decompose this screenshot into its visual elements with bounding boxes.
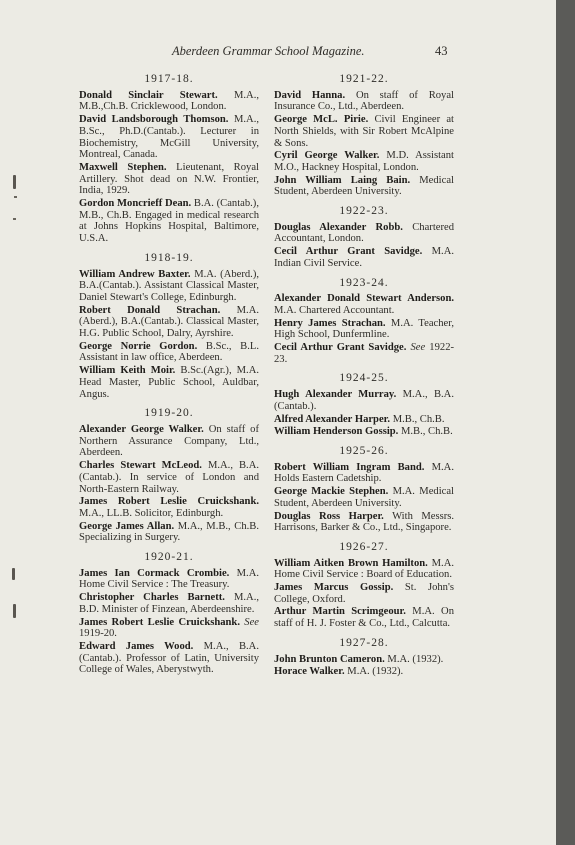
margin-mark xyxy=(13,175,16,189)
alumni-details: M.A. On staff of H. J. Foster & Co., Ltd., Calcutta. xyxy=(274,606,454,630)
alumni-details: M.A. Home Civil Service : Board of Education. xyxy=(274,557,455,581)
alumni-name: James Robert Leslie Cruickshank. xyxy=(79,496,259,508)
alumni-details: M.A., B.A.(Cantab.). xyxy=(274,389,454,412)
alumni-details: M.B., Ch.B. xyxy=(392,413,445,425)
alumni-name: Cecil Arthur Grant Savidge. xyxy=(274,342,407,354)
alumni-details: Medical Student, Aberdeen University. xyxy=(274,174,454,198)
alumni-name: James Ian Cormack Crombie. xyxy=(79,567,230,579)
alumni-entry xyxy=(274,462,454,485)
margin-mark xyxy=(12,568,15,580)
alumni-name: Cyril George Walker. xyxy=(274,150,380,162)
alumni-entry xyxy=(274,114,454,149)
alumni-details: M.A. Indian Civil Service. xyxy=(274,246,454,269)
alumni-details: M.A. Home Civil Service : The Treasury. xyxy=(79,567,259,591)
alumni-details: M.A., B.Sc., Ph.D.(Cantab.). Lecturer in Biochemistry, McGill University, Montreal, Canada. xyxy=(79,114,259,161)
alumni-details: M.A. (1932). xyxy=(347,666,404,678)
alumni-entry xyxy=(79,114,259,161)
alumni-entry xyxy=(79,641,259,676)
alumni-entry xyxy=(274,606,454,629)
alumni-entry xyxy=(274,293,454,316)
alumni-name: Cecil Arthur Grant Savidge. xyxy=(274,246,423,258)
year-heading: 1926-27. xyxy=(339,540,389,553)
alumni-name: James Marcus Gossip. xyxy=(274,582,394,594)
alumni-entry xyxy=(274,246,454,269)
alumni-entry xyxy=(79,198,259,245)
alumni-name: William Andrew Baxter. xyxy=(79,268,191,280)
year-heading: 1924-25. xyxy=(339,372,389,385)
see-reference: See xyxy=(410,342,426,354)
alumni-entry xyxy=(274,150,454,173)
alumni-entry xyxy=(79,496,259,519)
alumni-entry xyxy=(274,582,454,605)
alumni-name: Douglas Alexander Robb. xyxy=(274,221,403,233)
year-heading: 1921-22. xyxy=(339,73,389,85)
year-heading: 1922-23. xyxy=(339,205,389,218)
margin-mark xyxy=(13,604,16,618)
alumni-details: St. John's College, Oxford. xyxy=(274,582,454,605)
alumni-name: Robert Donald Strachan. xyxy=(79,304,221,316)
alumni-entry xyxy=(79,568,259,591)
alumni-details: On staff of Royal Insurance Co., Ltd., Aberdeen. xyxy=(274,89,455,113)
alumni-entry xyxy=(79,460,259,495)
alumni-entry xyxy=(274,654,454,666)
year-heading: 1920-21. xyxy=(144,551,194,564)
alumni-name: George McL. Pirie. xyxy=(274,114,369,126)
year-heading: 1918-19. xyxy=(144,251,194,264)
alumni-name: George Norrie Gordon. xyxy=(79,340,198,352)
see-reference: See xyxy=(244,616,259,628)
alumni-name: John William Laing Bain. xyxy=(274,174,411,186)
alumni-name: Gordon Moncrieff Dean. xyxy=(79,198,192,210)
alumni-name: Charles Stewart McLeod. xyxy=(79,460,202,472)
year-heading: 1917-18. xyxy=(144,73,194,85)
alumni-details: M.A. (1932). xyxy=(387,653,444,665)
alumni-name: Robert William Ingram Band. xyxy=(274,461,425,473)
page-number: 43 xyxy=(435,44,448,58)
alumni-name: Hugh Alexander Murray. xyxy=(274,389,397,401)
alumni-details: 1922-23. xyxy=(274,342,455,365)
alumni-entry xyxy=(79,269,259,304)
alumni-name: James Robert Leslie Cruickshank. xyxy=(79,616,240,628)
alumni-details: M.A., B.A.(Cantab.). Professor of Latin, University College of Wales, Aberystwyth. xyxy=(79,640,259,676)
alumni-name: David Landsborough Thomson. xyxy=(79,114,229,126)
alumni-details: M.A., B.A.(Cantab.). In service of London and North-Eastern Railway. xyxy=(79,460,259,495)
alumni-entry xyxy=(274,486,454,509)
alumni-details: With Messrs. Harrisons, Barker & Co., Ltd., Singapore. xyxy=(274,510,454,534)
alumni-details: M.A., B.D. Minister of Finzean, Aberdeenshire. xyxy=(79,592,259,615)
alumni-name: Arthur Martin Scrimgeour. xyxy=(274,606,406,618)
alumni-details: M.A. Teacher, High School, Dunfermline. xyxy=(274,317,454,341)
alumni-details: B.Sc., B.L. Assistant in law office, Aberdeen. xyxy=(79,340,260,364)
alumni-details: B.A. (Cantab.), M.B., Ch.B. Engaged in medical research at Johns Hopkins Hospital, Baltimore, U.S.A. xyxy=(79,198,259,245)
alumni-entry xyxy=(79,341,259,364)
alumni-entry xyxy=(79,365,259,400)
alumni-details: Lieutenant, Royal Artillery. Shot dead on N.W. Frontier, India, 1929. xyxy=(79,161,259,197)
alumni-entry xyxy=(274,222,454,245)
alumni-entry xyxy=(79,305,259,340)
alumni-name: Henry James Strachan. xyxy=(274,317,386,329)
alumni-name: Alfred Alexander Harper. xyxy=(274,413,391,425)
alumni-details: Civil Engineer at North Shields, with Sir Robert McAlpine & Sons. xyxy=(274,114,455,149)
year-heading: 1925-26. xyxy=(339,444,389,457)
margin-mark xyxy=(14,196,17,198)
margin-mark xyxy=(13,218,16,220)
alumni-name: Christopher Charles Barnett. xyxy=(79,592,225,604)
alumni-details: M.D. Assistant M.O., Hackney Hospital, London. xyxy=(274,150,454,173)
alumni-name: George James Allan. xyxy=(79,520,175,532)
alumni-details: On staff of Northern Assurance Company, Ltd., Aberdeen. xyxy=(79,423,259,459)
alumni-details: M.B., Ch.B. xyxy=(400,426,453,438)
alumni-entry xyxy=(274,558,454,581)
alumni-entry xyxy=(79,617,259,640)
alumni-entry xyxy=(79,90,259,113)
alumni-details: 1919-20. xyxy=(79,628,117,640)
alumni-name: Alexander Donald Stewart Anderson. xyxy=(274,293,454,305)
alumni-name: Alexander George Walker. xyxy=(79,423,204,435)
alumni-details: B.Sc.(Agr.), M.A. Head Master, Public School, Auldbar, Angus. xyxy=(79,365,260,400)
alumni-name: William Aitken Brown Hamilton. xyxy=(274,557,428,569)
year-heading: 1919-20. xyxy=(144,407,194,420)
alumni-entry xyxy=(274,90,454,113)
alumni-entry xyxy=(79,521,259,544)
alumni-name: Donald Sinclair Stewart. xyxy=(79,89,218,101)
alumni-name: William Henderson Gossip. xyxy=(274,426,399,438)
alumni-name: David Hanna. xyxy=(274,89,346,101)
left-column xyxy=(79,74,259,677)
alumni-entry xyxy=(274,318,454,341)
alumni-entry xyxy=(274,342,454,365)
alumni-entry xyxy=(274,414,454,426)
alumni-name: Maxwell Stephen. xyxy=(79,161,167,173)
alumni-details: Chartered Accountant, London. xyxy=(274,221,454,245)
alumni-entry xyxy=(274,426,454,438)
alumni-entry xyxy=(274,389,454,412)
alumni-details: M.A., M.B.,Ch.B. Cricklewood, London. xyxy=(79,89,259,113)
alumni-entry xyxy=(274,175,454,198)
alumni-name: Douglas Ross Harper. xyxy=(274,510,384,522)
year-heading: 1927-28. xyxy=(339,636,389,649)
running-title: Aberdeen Grammar School Magazine. xyxy=(172,44,365,58)
alumni-name: Edward James Wood. xyxy=(79,640,194,652)
right-column xyxy=(274,74,454,679)
alumni-name: George Mackie Stephen. xyxy=(274,486,389,498)
alumni-details: M.A. Chartered Accountant. xyxy=(274,304,395,316)
alumni-entry xyxy=(274,511,454,534)
alumni-details: M.A. (Aberd.), B.A.(Cantab.). Assistant Classical Master, Daniel Stewart's College, Edinburgh. xyxy=(79,268,260,303)
alumni-details: M.A. (Aberd.), B.A.(Cantab.). Classical Master, H.G. Public School, Dalry, Ayrshire. xyxy=(79,304,259,340)
alumni-details: M.A., M.B., Ch.B. Specializing in Surgery. xyxy=(79,520,259,544)
alumni-details: M.A., LL.B. Solicitor, Edinburgh. xyxy=(79,507,224,519)
alumni-entry xyxy=(79,162,259,197)
alumni-details: M.A. Medical Student, Aberdeen University. xyxy=(274,486,454,509)
alumni-entry xyxy=(274,666,454,678)
alumni-details: M.A. Holds Eastern Cadetship. xyxy=(274,461,454,485)
alumni-name: William Keith Moir. xyxy=(79,365,176,377)
alumni-name: Horace Walker. xyxy=(274,666,345,678)
alumni-entry xyxy=(79,424,259,459)
year-heading: 1923-24. xyxy=(339,276,389,289)
alumni-name: John Brunton Cameron. xyxy=(274,653,385,665)
alumni-entry xyxy=(79,592,259,615)
